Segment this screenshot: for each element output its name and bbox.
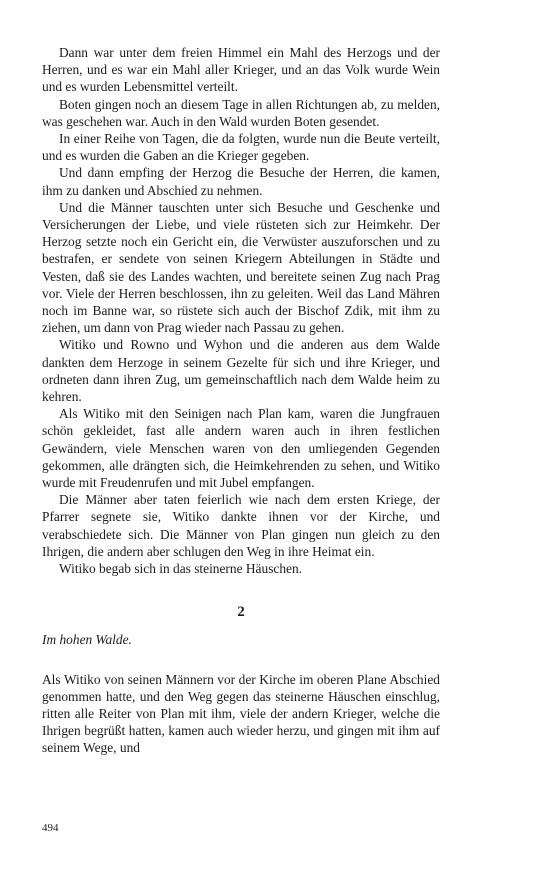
page-number: 494 xyxy=(42,822,59,834)
paragraph: Als Witiko mit den Seinigen nach Plan kam, waren die Jungfrauen schön gekleidet, fast alle andern waren auch in ihren festlichen Gewändern, viele Menschen waren von den umliegenden Gegenden gekommen, alle drängten sich, die Heimkehrenden zu sehen, und Witiko wurde mit Freudenrufen und mit Jubel empfangen. xyxy=(42,406,440,491)
paragraph: Witiko und Rowno und Wyhon und die anderen aus dem Walde dankten dem Herzoge in seinem Gezelte für sich und ihre Krieger, und ordneten dann ihren Zug, um gemeinschaftlich nach dem Walde heim zu kehren. xyxy=(42,337,440,405)
chapter-number: 2 xyxy=(237,604,245,621)
chapter-title: Im hohen Walde. xyxy=(42,632,132,648)
book-page xyxy=(42,44,440,757)
paragraph: Als Witiko von seinen Männern vor der Kirche im oberen Plane Abschied genommen hatte, und den Weg gegen das steinerne Häuschen einschlug, ritten alle Reiter von Plan mit ihm, viele der andern Krieger, welche die Ihrigen begrüßt hatten, kamen auch wieder herzu, und gingen mit ihm auf seinem Wege, und xyxy=(42,671,440,756)
paragraph: Dann war unter dem freien Himmel ein Mahl des Herzogs und der Herren, und es war ein Mahl aller Krieger, und an das Volk wurde Wein und es wurden Lebensmittel verteilt. xyxy=(42,45,440,95)
paragraph: Witiko begab sich in das steinerne Häuschen. xyxy=(59,561,303,577)
paragraph: Boten gingen noch an diesem Tage in allen Richtungen ab, zu melden, was geschehen war. Auch in den Wald wurden Boten gesendet. xyxy=(42,96,440,129)
chapter-1-ending xyxy=(42,44,440,577)
chapter-2-body xyxy=(42,671,440,757)
paragraph: Und dann empfing der Herzog die Besuche der Herren, die kamen, ihm zu danken und Abschied zu nehmen. xyxy=(42,165,440,198)
paragraph: Die Männer aber taten feierlich wie nach dem ersten Kriege, der Pfarrer segnete sie, Witiko dankte ihnen vor der Kirche, und verabschiedete sich. Die Männer von Plan gingen nun gleich zu den Ihrigen, die andern aber schlugen den Weg in ihre Heimat ein. xyxy=(42,492,440,559)
paragraph: Und die Männer tauschten unter sich Besuche und Geschenke und Versicherungen der Liebe, und viele rüsteten sich zur Heimkehr. Der Herzog setzte noch ein Gericht ein, die Verwüster auszuforschen und zu bestrafen, er sendete von seinen Kriegern Abteilungen in Städte und Vesten, daß sie des Landes wachten, und bereitete seinen Zug nach Prag vor. Viele der Herren beschlossen, ihn zu geleiten. Weil das Land Mähren noch im Banne war, so rüstete sich auch der Bischof Zdik, mit ihm zu ziehen, um dann von Prag wieder nach Passau zu gehen. xyxy=(42,199,440,336)
paragraph: In einer Reihe von Tagen, die da folgten, wurde nun die Beute verteilt, und es wurden die Gaben an die Krieger gegeben. xyxy=(42,131,440,164)
